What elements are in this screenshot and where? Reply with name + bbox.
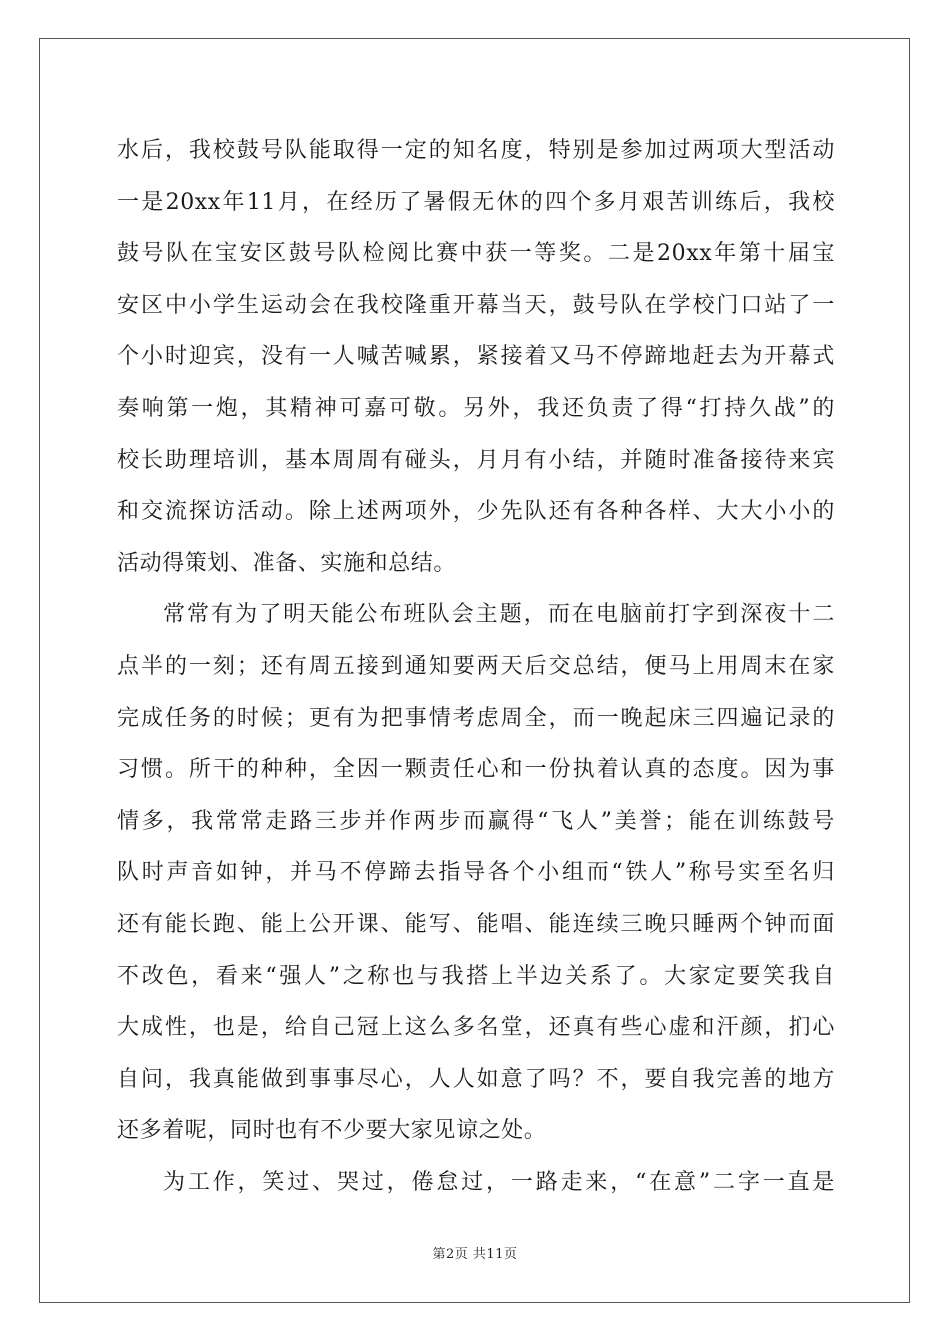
text-line: 还多着呢，同时也有不少要大家见谅之处。 xyxy=(117,1118,547,1144)
page-number-footer: 第2页 共11页 xyxy=(432,1247,518,1262)
text-line: 大成性，也是，给自己冠上这么多名堂，还真有些心虚和汗颜，扪心 xyxy=(117,1015,835,1041)
paragraph-3 xyxy=(117,1157,835,1209)
text-line: 个小时迎宾，没有一人喊苦喊累，紧接着又马不停蹄地赶去为开幕式 xyxy=(117,344,835,370)
text-line: 安区中小学生运动会在我校隆重开幕当天，鼓号队在学校门口站了一 xyxy=(117,292,835,318)
text-line: 和交流探访活动。除上述两项外，少先队还有各种各样、大大小小的 xyxy=(117,499,835,525)
paragraph-1 xyxy=(117,125,835,589)
text-line: 队时声音如钟，并马不停蹄去指导各个小组而“铁人”称号实至名归 xyxy=(117,860,835,886)
text-line: 还有能长跑、能上公开课、能写、能唱、能连续三晚只睡两个钟而面 xyxy=(117,911,835,937)
text-line: 自问，我真能做到事事尽心，人人如意了吗？不，要自我完善的地方 xyxy=(117,1066,835,1092)
paragraph-2 xyxy=(117,589,835,1157)
text-line: 校长助理培训，基本周周有碰头，月月有小结，并随时准备接待来宾 xyxy=(117,447,835,473)
text-line: 一是20xx年11月，在经历了暑假无休的四个多月艰苦训练后，我校 xyxy=(117,189,835,215)
text-line: 情多，我常常走路三步并作两步而赢得“飞人”美誉；能在训练鼓号 xyxy=(117,808,835,834)
text-line: 水后，我校鼓号队能取得一定的知名度，特别是参加过两项大型活动 xyxy=(117,138,835,163)
text-line: 习惯。所干的种种，全因一颗责任心和一份执着认真的态度。因为事 xyxy=(117,757,835,783)
text-line: 奏响第一炮，其精神可嘉可敬。另外，我还负责了得“打持久战”的 xyxy=(117,395,835,421)
text-line: 为工作，笑过、哭过，倦怠过，一路走来，“在意”二字一直是 xyxy=(163,1169,835,1195)
text-line: 常常有为了明天能公布班队会主题，而在电脑前打字到深夜十二 xyxy=(163,602,835,628)
text-line: 不改色，看来“强人”之称也与我搭上半边关系了。大家定要笑我自 xyxy=(117,963,835,989)
text-line: 鼓号队在宝安区鼓号队检阅比赛中获一等奖。二是20xx年第十届宝 xyxy=(117,241,835,267)
text-line: 点半的一刻；还有周五接到通知要两天后交总结，便马上用周末在家 xyxy=(117,653,835,679)
document-body xyxy=(117,125,835,1208)
text-line: 活动得策划、准备、实施和总结。 xyxy=(117,550,457,576)
text-line: 完成任务的时候；更有为把事情考虑周全，而一晚起床三四遍记录的 xyxy=(117,705,835,731)
